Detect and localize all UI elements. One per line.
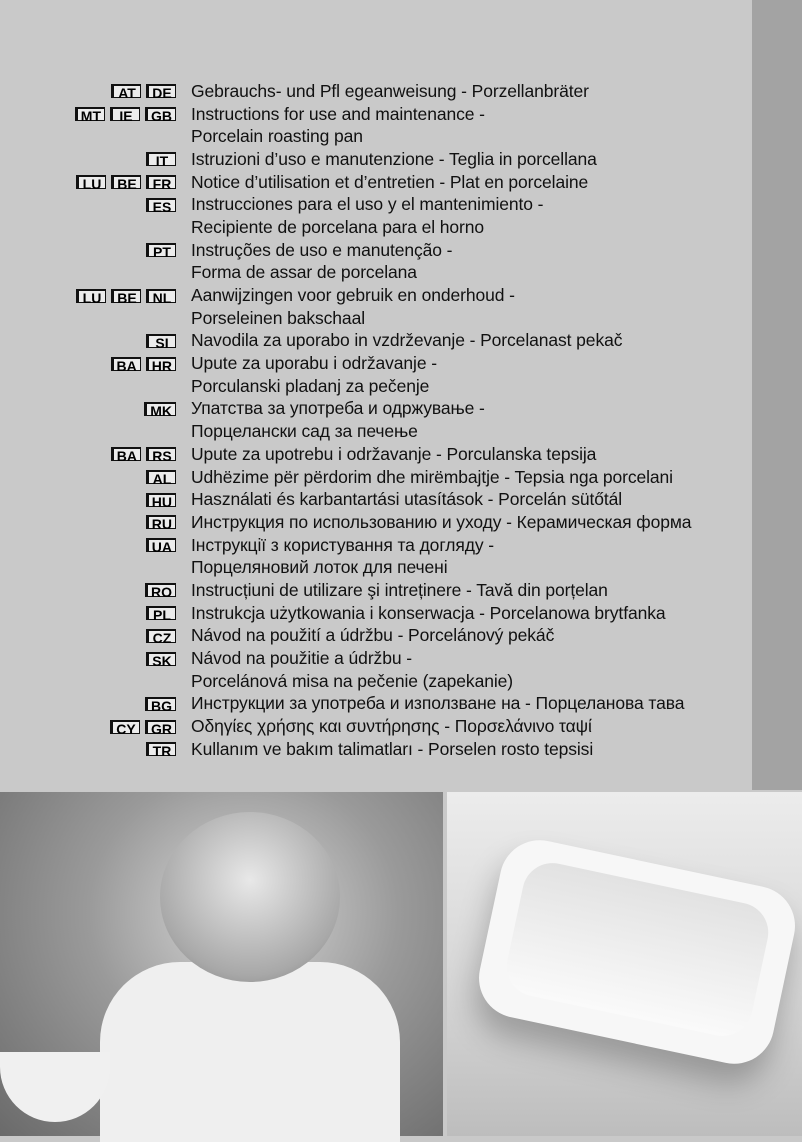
country-codes bbox=[0, 629, 176, 646]
language-row bbox=[0, 670, 752, 693]
instruction-title: Instruções de uso e manutenção - bbox=[191, 239, 453, 260]
country-badge: PL bbox=[146, 606, 176, 620]
instruction-title: Aanwijzingen voor gebruik en onderhoud - bbox=[191, 285, 515, 306]
country-codes bbox=[0, 493, 176, 510]
country-badge: MK bbox=[144, 402, 176, 416]
language-row bbox=[0, 625, 752, 648]
country-badge: ES bbox=[146, 198, 176, 212]
country-codes bbox=[0, 470, 176, 488]
country-badge: SI bbox=[146, 334, 176, 348]
country-badge: BA bbox=[111, 447, 141, 461]
dish-photo bbox=[447, 792, 802, 1136]
country-badge: BE bbox=[111, 289, 141, 303]
instruction-title: Porcelain roasting pan bbox=[191, 126, 363, 147]
language-row bbox=[0, 738, 752, 761]
language-row bbox=[0, 398, 752, 421]
language-row bbox=[0, 103, 752, 126]
language-row bbox=[0, 511, 752, 534]
language-row bbox=[0, 193, 752, 216]
side-strip bbox=[752, 0, 802, 790]
country-codes bbox=[0, 652, 176, 669]
language-row bbox=[0, 80, 752, 103]
country-badge: HU bbox=[146, 493, 176, 507]
country-badge: RO bbox=[145, 583, 176, 597]
instruction-title: Porseleinen bakschaal bbox=[191, 307, 365, 328]
country-codes bbox=[0, 175, 176, 193]
country-badge: GR bbox=[145, 720, 176, 734]
country-badge: IE bbox=[110, 107, 140, 121]
porcelain-dish bbox=[472, 833, 802, 1071]
child-head bbox=[160, 812, 340, 982]
instruction-title: Navodila za uporabo in vzdrževanje - Porcelanast pekač bbox=[191, 330, 623, 351]
country-badge: IT bbox=[146, 152, 176, 166]
language-row bbox=[0, 148, 752, 171]
country-codes bbox=[0, 152, 176, 170]
country-codes bbox=[0, 583, 176, 601]
country-badge: UA bbox=[146, 538, 176, 552]
language-row bbox=[0, 556, 752, 579]
country-codes bbox=[0, 198, 176, 215]
country-badge: MT bbox=[75, 107, 105, 121]
bowl bbox=[0, 1052, 110, 1122]
country-codes bbox=[0, 538, 176, 556]
instruction-title: Porculanski pladanj za pečenje bbox=[191, 375, 430, 396]
language-row bbox=[0, 171, 752, 194]
child-body bbox=[100, 962, 400, 1142]
instruction-title: Istruzioni d’uso e manutenzione - Teglia in porcellana bbox=[191, 148, 597, 169]
instruction-title: Használati és karbantartási utasítások - Porcelán sütőtál bbox=[191, 489, 623, 510]
language-row bbox=[0, 420, 752, 443]
instruction-title: Instrucciones para el uso y el mantenimiento - bbox=[191, 194, 544, 215]
instruction-title: Instrukcja użytkowania i konserwacja - Porcelanowa brytfanka bbox=[191, 602, 666, 623]
country-badge: NL bbox=[146, 289, 176, 303]
country-badge: BG bbox=[145, 697, 176, 711]
country-codes bbox=[0, 697, 176, 714]
language-row bbox=[0, 125, 752, 148]
instruction-title: Инструкции за употреба и използване на - Порцеланова тава bbox=[191, 693, 685, 714]
country-badge: SK bbox=[146, 652, 176, 666]
instruction-title: Instrucțiuni de utilizare şi intreținere - Tavă din porțelan bbox=[191, 579, 608, 600]
instruction-title: Udhëzime për përdorim dhe mirëmbajtje - Tepsia nga porcelani bbox=[191, 466, 673, 487]
country-codes bbox=[0, 447, 176, 465]
instruction-title: Kullanım ve bakım talimatları - Porselen rosto tepsisi bbox=[191, 738, 594, 759]
country-codes bbox=[0, 720, 176, 737]
instruction-title: Forma de assar de porcelana bbox=[191, 262, 417, 283]
language-row bbox=[0, 330, 752, 353]
language-row bbox=[0, 466, 752, 489]
language-row bbox=[0, 693, 752, 716]
country-badge: GB bbox=[145, 107, 176, 121]
language-row bbox=[0, 579, 752, 602]
instruction-title: Návod na použitie a údržbu - bbox=[191, 648, 412, 669]
country-badge: HR bbox=[146, 357, 176, 371]
country-badge: AL bbox=[146, 470, 176, 484]
country-badge: DE bbox=[146, 84, 176, 98]
instruction-title: Porcelánová misa na pečenie (zapekanie) bbox=[191, 670, 513, 691]
country-badge: LU bbox=[76, 289, 106, 303]
instruction-title: Порцелански сад за печење bbox=[191, 421, 418, 442]
language-row bbox=[0, 216, 752, 239]
country-codes bbox=[0, 357, 176, 374]
language-row bbox=[0, 647, 752, 670]
child-photo bbox=[0, 792, 443, 1136]
language-row bbox=[0, 375, 752, 398]
country-codes bbox=[0, 515, 176, 533]
country-badge: TR bbox=[146, 742, 176, 756]
instruction-title: Порцеляновий лоток для печені bbox=[191, 557, 448, 578]
country-codes bbox=[0, 243, 176, 261]
country-badge: BE bbox=[111, 175, 141, 189]
country-badge: PT bbox=[146, 243, 176, 257]
country-codes bbox=[0, 289, 176, 306]
country-codes bbox=[0, 107, 176, 125]
instruction-title: Návod na použití a údržbu - Porcelánový pekáč bbox=[191, 625, 555, 646]
instruction-title: Gebrauchs- und Pfl egeanweisung - Porzellanbräter bbox=[191, 80, 589, 101]
instruction-title: Οδηγίες χρήσης και συντήρησης - Πορσελάνινο ταψί bbox=[191, 716, 592, 737]
country-badge: AT bbox=[111, 84, 141, 98]
instruction-title: Инструкция по использованию и уходу - Керамическая форма bbox=[191, 511, 692, 532]
language-row bbox=[0, 488, 752, 511]
language-row bbox=[0, 284, 752, 307]
language-row bbox=[0, 443, 752, 466]
instruction-title: Інструкції з користування та догляду - bbox=[191, 534, 494, 555]
instruction-title: Upute za upotrebu i održavanje - Porculanska tepsija bbox=[191, 443, 597, 464]
country-codes bbox=[0, 84, 176, 102]
instruction-title: Instructions for use and maintenance - bbox=[191, 103, 485, 124]
language-row bbox=[0, 602, 752, 625]
country-badge: RS bbox=[146, 447, 176, 461]
instruction-title: Упатства за употреба и одржување - bbox=[191, 398, 485, 419]
country-badge: FR bbox=[146, 175, 176, 189]
language-row bbox=[0, 534, 752, 557]
language-row bbox=[0, 307, 752, 330]
country-codes bbox=[0, 402, 176, 419]
country-badge: LU bbox=[76, 175, 106, 189]
country-badge: CZ bbox=[146, 629, 176, 643]
instruction-title: Notice d’utilisation et d’entretien - Plat en porcelaine bbox=[191, 171, 589, 192]
country-codes bbox=[0, 606, 176, 624]
country-badge: BA bbox=[111, 357, 141, 371]
instruction-title: Recipiente de porcelana para el horno bbox=[191, 216, 485, 237]
country-badge: RU bbox=[146, 515, 176, 529]
language-row bbox=[0, 239, 752, 262]
country-codes bbox=[0, 742, 176, 760]
language-row bbox=[0, 262, 752, 285]
instruction-title: Upute za uporabu i održavanje - bbox=[191, 353, 437, 374]
country-badge: CY bbox=[110, 720, 140, 734]
country-codes bbox=[0, 334, 176, 351]
language-row bbox=[0, 352, 752, 375]
language-list bbox=[0, 80, 752, 761]
language-row bbox=[0, 715, 752, 738]
